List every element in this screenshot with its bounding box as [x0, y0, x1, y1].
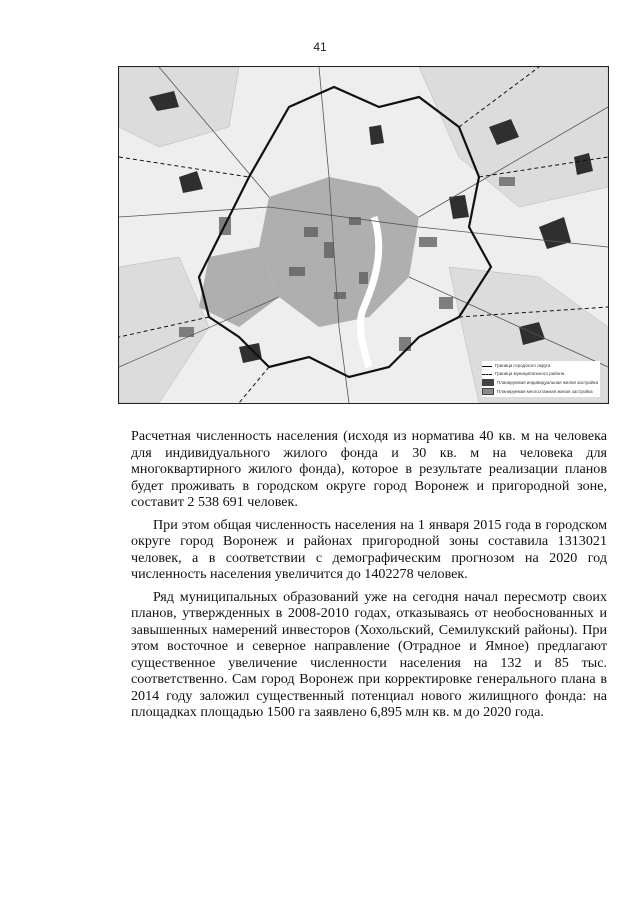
legend-swatch — [482, 374, 492, 375]
map-drawing — [119, 67, 608, 403]
legend-item — [482, 388, 600, 395]
legend-item — [482, 379, 600, 386]
voronezh-planning-map — [118, 66, 609, 404]
legend-item — [482, 363, 600, 369]
legend-item — [482, 371, 600, 377]
legend-swatch — [482, 366, 492, 367]
legend-label: Граница городского округа — [495, 363, 551, 368]
map-legend — [482, 361, 600, 397]
paragraph: При этом общая численность населения на 1 января 2015 года в городском округе город Воронеж и районах пригородной зоны составила 1313021 человек, а в соответствии с демографическим прогнозом на 2020 год численность населения увеличится до 1402278 человек. — [131, 516, 607, 582]
legend-swatch — [482, 379, 494, 386]
paragraph: Расчетная численность населения (исходя из норматива 40 кв. м на человека для индивидуального жилого фонда и 30 кв. м на человека для многоквартирного жилого фонда), которое в результате реализации планов будет проживать в городском округе город Воронеж и пригородной зоне, составит 2 538 691 человек. — [131, 428, 607, 510]
legend-swatch — [482, 388, 494, 395]
page-number: 41 — [313, 40, 327, 54]
legend-label: Планируемая многоэтажная жилая застройка — [497, 388, 593, 394]
body-text — [131, 428, 607, 727]
paragraph: Ряд муниципальных образований уже на сегодня начал пересмотр своих планов, утвержденных в 2008-2010 годах, отказываясь от необоснованных и завышенных намерений инвесторов (Хохольский, Семилукский районы). При этом восточное и северное направление (Отрадное и Ямное) предлагают существенное увеличение численности населения на 132 и 85 тыс. соответственно. Сам город Воронеж при корректировке генерального плана в 2014 году заложил существенный потенциал нового жилищного фонда: на площадках площадью 1500 га заявлено 6,895 млн кв. м до 2020 года. — [131, 588, 607, 720]
legend-label: Граница муниципального района — [495, 371, 565, 376]
legend-label: Планируемая индивидуальная жилая застройка — [497, 379, 599, 385]
